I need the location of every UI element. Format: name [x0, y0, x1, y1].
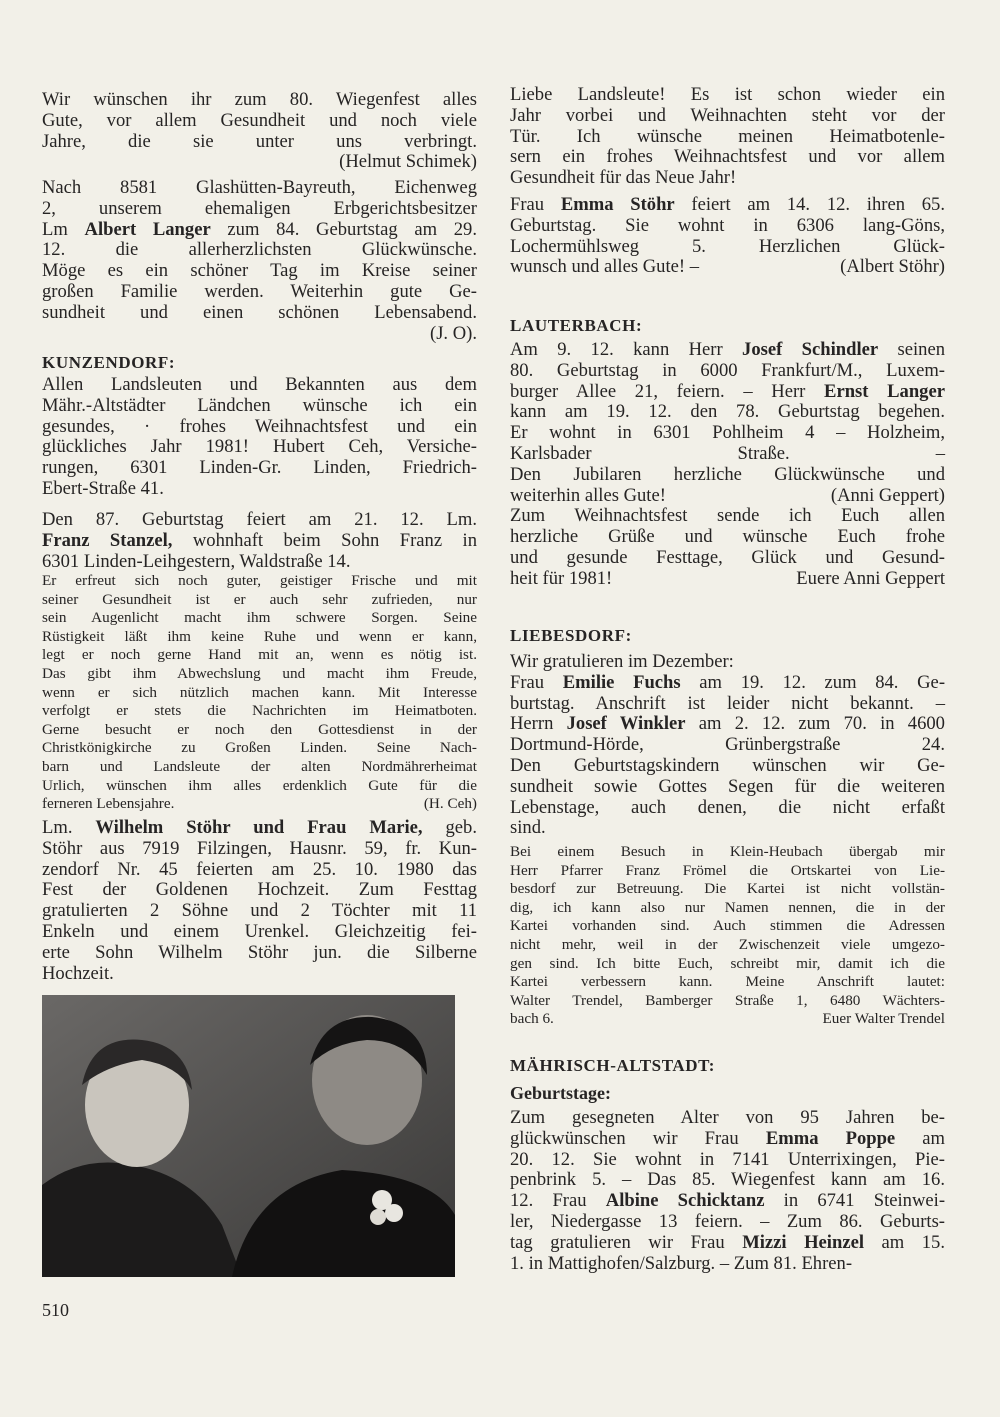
- text-line: Wir gratulieren im Dezember:: [510, 651, 734, 672]
- signature: Euere Anni Geppert: [796, 567, 945, 589]
- text-line: Hochzeit.: [42, 962, 114, 984]
- subheading-geburtstage: Geburtstage:: [510, 1083, 611, 1103]
- text-line: gesundes, · frohes Weihnachtsfest und ein: [42, 415, 477, 437]
- text-line: burtstag. Anschrift ist leider nicht bekannt. –: [510, 692, 945, 714]
- text-line: und gesunde Festtage, Glück und Gesund-: [510, 546, 945, 568]
- text-line: 80. Geburtstag in 6000 Frankfurt/M., Luxem-: [510, 359, 945, 381]
- text-line: 12. Frau Albine Schicktanz in 6741 Steinwei-: [510, 1190, 946, 1212]
- text-line: seiner Gesundheit ist er auch sehr zufrieden, nur: [42, 590, 477, 608]
- text-line: legt er noch gerne Hand mit an, wenn es nötig ist.: [42, 646, 477, 664]
- text-line: Karlsbader Straße. –: [510, 442, 945, 464]
- franz-stanzel-paragraph: [42, 510, 477, 572]
- text-line: (H. Ceh) ferneren Lebensjahre.: [42, 795, 477, 813]
- bold-name: Ernst Langer: [824, 380, 945, 402]
- text-line: zendorf Nr. 45 feierten am 25. 10. 1980 das: [42, 858, 477, 880]
- bold-name: Albine Schicktanz: [605, 1190, 765, 1212]
- text-line: Franz Stanzel, wohnhaft beim Sohn Franz in: [42, 529, 477, 551]
- text-line: Wir wünschen ihr zum 80. Wiegenfest alles: [42, 89, 477, 110]
- text-line: Das gibt ihm Abwechslung und macht ihm Freude,: [42, 664, 477, 682]
- text-line: barn und Landsleute der alten Nordmährerheimat: [42, 757, 477, 775]
- small-print-paragraph: [42, 572, 477, 814]
- bold-name: Josef Schindler: [742, 339, 879, 360]
- signature: (Anni Geppert): [830, 484, 945, 506]
- text-line: Allen Landsleuten und Bekannten aus dem: [42, 374, 477, 395]
- text-line: Ebert-Straße 41.: [42, 477, 164, 499]
- albert-langer-paragraph: [42, 178, 477, 344]
- bold-name: Emma Poppe: [765, 1127, 896, 1149]
- text-line: Gesundheit für das Neue Jahr!: [510, 167, 737, 189]
- text-line: Euere Anni Geppert heit für 1981!: [510, 567, 945, 589]
- page-number: 510: [42, 1300, 69, 1320]
- text-line: sern ein frohes Weihnachtsfest und vor allem: [510, 146, 945, 168]
- christmas-greeting-paragraph: [510, 85, 945, 189]
- text-line: Frau Emilie Fuchs am 19. 12. zum 84. Ge-: [510, 671, 946, 693]
- text-line: Den 87. Geburtstag feiert am 21. 12. Lm.: [42, 509, 477, 530]
- text-line: 20. 12. Sie wohnt in 7141 Unterrixingen, Pie-: [510, 1148, 945, 1170]
- text-line: Herr Pfarrer Franz Frömel die Ortskartei von Lie-: [510, 861, 945, 879]
- text-line: penbrink 5. – Das 85. Wiegenfest kann am 16.: [510, 1169, 945, 1191]
- text-line: dig, ich kann also nur Namen nennen, die in der: [510, 898, 945, 916]
- text-line: erte Sohn Wilhelm Stöhr jun. die Silberne: [42, 941, 477, 963]
- text-line: Mähr.-Altstädter Ländchen wünsche ich ein: [42, 394, 477, 416]
- bold-name: Emma Stöhr: [560, 194, 675, 215]
- text-line: ler, Niedergasse 13 feiern. – Zum 86. Geburts-: [510, 1210, 945, 1232]
- bold-name: Josef Winkler: [566, 713, 686, 735]
- text-line: Nach 8581 Glashütten-Bayreuth, Eichenweg: [42, 177, 477, 198]
- text-line: Tür. Ich wünsche meinen Heimatbotenle-: [510, 125, 945, 147]
- text-line: wenn er sich nützlich machen kann. Mit Interesse: [42, 683, 477, 701]
- text-line: Kartei verbessern kann. Meine Anschrift lautet:: [510, 973, 945, 991]
- text-line: Dortmund-Hörde, Grünbergstraße 24.: [510, 734, 945, 756]
- signature: (Helmut Schimek): [339, 151, 477, 173]
- text-line: (Albert Stöhr) wunsch und alles Gute! –: [510, 256, 945, 278]
- text-line: Kartei vorhanden sind. Auch stimmen die Adressen: [510, 917, 945, 935]
- text-line: Den Jubilaren herzliche Glückwünsche und: [510, 463, 945, 485]
- text-line: glückwünschen wir Frau Emma Poppe am: [510, 1127, 945, 1149]
- text-line: sein Augenlicht macht ihm schwere Sorgen. Seine: [42, 609, 477, 627]
- bold-name: Franz Stanzel,: [42, 529, 173, 551]
- text-line: 12. die allerherzlichsten Glückwünsche.: [42, 239, 477, 261]
- text-line: Jahr vorbei und Weihnachten steht vor der: [510, 104, 945, 126]
- greeting-paragraph: [42, 375, 477, 500]
- text-line: Den Geburtstagskindern wünschen wir Ge-: [510, 754, 945, 776]
- section-heading-maehrisch-altstadt: MÄHRISCH-ALTSTADT:: [510, 1056, 716, 1075]
- text-line: Urlich, wünschen ihm alles erdenklich Gute für die: [42, 776, 477, 794]
- text-line: Möge es ein schöner Tag im Kreise seiner: [42, 260, 477, 282]
- text-line: (Anni Geppert) weiterhin alles Gute!: [510, 484, 945, 506]
- bold-name: Wilhelm Stöhr und Frau Marie,: [95, 817, 423, 838]
- birthday-wish-paragraph: [42, 90, 477, 173]
- text-line: 6301 Linden-Leihgestern, Waldstraße 14.: [42, 550, 351, 572]
- text-line: [42, 152, 477, 173]
- text-line: [42, 324, 477, 345]
- text-line: Liebe Landsleute! Es ist schon wieder ein: [510, 84, 945, 105]
- text-line: sind.: [510, 817, 546, 839]
- text-line: Lm Albert Langer zum 84. Geburtstag am 29.: [42, 218, 477, 240]
- golden-wedding-paragraph: [42, 818, 477, 984]
- text-line: Er erfreut sich noch guter, geistiger Frische und mit: [42, 572, 477, 589]
- text-line: 1. in Mattighofen/Salzburg. – Zum 81. Ehren-: [510, 1252, 853, 1274]
- signature: (Albert Stöhr): [840, 256, 945, 278]
- text-line: Er wohnt in 6301 Pohlheim 4 – Holzheim,: [510, 422, 945, 444]
- signature: (H. Ceh): [423, 795, 477, 813]
- small-print-paragraph: [510, 843, 945, 1029]
- couple-photo: [42, 995, 455, 1277]
- maehrisch-altstadt-paragraph: [510, 1108, 945, 1274]
- text-line: Rüstigkeit läßt ihm keine Ruhe und wenn er kann,: [42, 627, 477, 645]
- text-line: sundheit sowie Gottes Segen für die weiteren: [510, 775, 945, 797]
- text-line: Am 9. 12. kann Herr Josef Schindler seinen: [510, 339, 945, 360]
- text-line: tag gratulieren wir Frau Mizzi Heinzel am 15.: [510, 1231, 945, 1253]
- text-line: gratulierten 2 Söhne und 2 Töchter mit 11: [42, 900, 477, 922]
- text-line: Lochermühlsweg 5. Herzlichen Glück-: [510, 235, 945, 257]
- signature: (J. O).: [430, 322, 477, 344]
- text-line: glückliches Jahr 1981! Hubert Ceh, Versiche-: [42, 436, 477, 458]
- text-line: 2, unserem ehemaligen Erbgerichtsbesitzer: [42, 197, 477, 219]
- text-line: Walter Trendel, Bamberger Straße 1, 6480 Wächters-: [510, 991, 945, 1009]
- bold-name: Albert Langer: [84, 218, 211, 240]
- text-line: Gerne besucht er noch den Gottesdienst in der: [42, 720, 477, 738]
- text-line: sundheit und einen schönen Lebensabend.: [42, 301, 477, 323]
- text-line: Lebenstage, auch denen, die nicht erfaßt: [510, 796, 945, 818]
- text-line: gen sind. Ich bitte Euch, schreibt mir, damit ich die: [510, 954, 945, 972]
- text-line: großen Familie werden. Weiterhin gute Ge-: [42, 280, 477, 302]
- text-line: Gute, vor allem Gesundheit und noch viele: [42, 109, 477, 131]
- text-line: burger Allee 21, feiern. – Herr Ernst Langer: [510, 380, 945, 402]
- text-line: Zum gesegneten Alter von 95 Jahren be-: [510, 1107, 945, 1128]
- section-heading-liebesdorf: LIEBESDORF:: [510, 626, 632, 645]
- text-line: verfolgt er stets die Nachrichten im Heimatboten.: [42, 702, 477, 720]
- text-line: Enkeln und einem Urenkel. Gleichzeitig fei-: [42, 920, 477, 942]
- text-line: nicht mehr, weil in der Zwischenzeit viele umgezo-: [510, 935, 945, 953]
- text-line: rungen, 6301 Linden-Gr. Linden, Friedrich-: [42, 457, 477, 479]
- text-line: Euer Walter Trendel bach 6.: [510, 1010, 945, 1028]
- section-heading-kunzendorf: KUNZENDORF:: [42, 353, 176, 372]
- lauterbach-paragraph: [510, 340, 945, 590]
- text-line: Herrn Josef Winkler am 2. 12. zum 70. in 4600: [510, 713, 945, 735]
- text-line: herzliche Grüße und wünsche Euch frohe: [510, 526, 945, 548]
- bold-name: Mizzi Heinzel: [742, 1231, 864, 1253]
- bold-name: Emilie Fuchs: [562, 671, 681, 693]
- text-line: Fest der Goldenen Hochzeit. Zum Festtag: [42, 879, 477, 901]
- liebesdorf-paragraph: [510, 652, 945, 839]
- text-line: kann am 19. 12. den 78. Geburtstag begehen.: [510, 401, 945, 423]
- emma-stoehr-paragraph: [510, 195, 945, 278]
- signature: Euer Walter Trendel: [822, 1010, 945, 1028]
- text-line: Geburtstag. Sie wohnt in 6306 lang-Göns,: [510, 214, 945, 236]
- text-line: Christkönigkirche zu Großen Linden. Seine Nach-: [42, 739, 477, 757]
- section-heading-lauterbach: LAUTERBACH:: [510, 316, 643, 335]
- text-line: Frau Emma Stöhr feiert am 14. 12. ihren 65.: [510, 194, 945, 215]
- text-line: Zum Weihnachtsfest sende ich Euch allen: [510, 505, 945, 527]
- text-line: Bei einem Besuch in Klein-Heubach übergab mir: [510, 843, 945, 860]
- text-line: Jahre, die sie unter uns verbringt.: [42, 130, 477, 152]
- text-line: Stöhr aus 7919 Filzingen, Hausnr. 59, fr. Kun-: [42, 837, 477, 859]
- text-line: Lm. Wilhelm Stöhr und Frau Marie, geb.: [42, 817, 477, 838]
- text-line: besdorf zur Betreuung. Die Kartei ist nicht vollstän-: [510, 880, 945, 898]
